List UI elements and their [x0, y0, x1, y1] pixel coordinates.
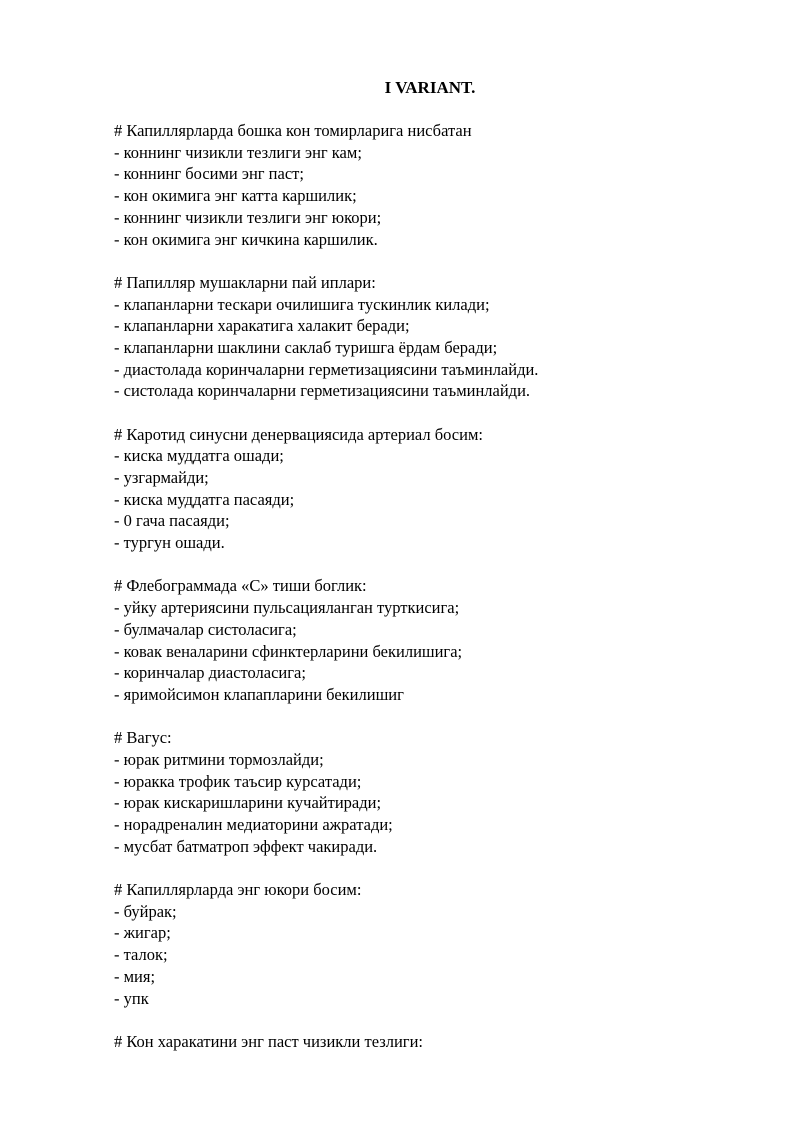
question-list: [114, 120, 754, 1074]
question-stem: # Папилляр мушакларни пай иплари:: [114, 272, 376, 292]
answer-option: - клапанларни харакатига халакит беради;: [114, 316, 410, 336]
answer-option: - коринчалар диастоласига;: [114, 663, 306, 683]
answer-option: - киска муддатга пасаяди;: [114, 489, 295, 509]
answer-option: - буйрак;: [114, 901, 177, 921]
answer-option: - коннинг босими энг паст;: [114, 164, 304, 184]
answer-option: - яримойсимон клапапларини бекилишиг: [114, 684, 404, 704]
answer-option: - жигар;: [114, 923, 171, 943]
answer-option: - клапанларни шаклини саклаб туришга ёрдам беради;: [114, 337, 498, 357]
question-stem: # Капиллярларда энг юкори босим:: [114, 880, 362, 900]
question-stem: # Каротид синусни денервациясида артериал босим:: [114, 424, 483, 444]
answer-option: - юрак ритмини тормозлайди;: [114, 749, 324, 769]
answer-option: - упк: [114, 988, 149, 1008]
answer-option: - кон окимига энг катта каршилик;: [114, 186, 357, 206]
question-stem: # Флебограммада «С» тиши боглик:: [114, 576, 367, 596]
question-stem: # Капиллярларда бошка кон томирларига нисбатан: [114, 121, 472, 140]
question-stem: # Кон харакатини энг паст чизикли тезлиги:: [114, 1031, 423, 1051]
question-block: [114, 1031, 754, 1053]
answer-option: - юрак кискаришларини кучайтиради;: [114, 793, 382, 813]
answer-option: - ковак веналарини сфинктерларини бекилишига;: [114, 641, 463, 661]
answer-option: - юракка трофик таъсир курсатади;: [114, 771, 362, 791]
answer-option: - кон окимига энг кичкина каршилик.: [114, 229, 378, 249]
answer-option: - диастолада коринчаларни герметизациясини таъминлайди.: [114, 359, 539, 379]
question-block: [114, 120, 754, 250]
answer-option: - узгармайди;: [114, 468, 209, 488]
question-block: [114, 272, 754, 402]
page-title: I VARIANT.: [384, 78, 476, 97]
answer-option: - талок;: [114, 945, 168, 965]
answer-option: - клапанларни тескари очилишига тускинлик килади;: [114, 294, 490, 314]
answer-option: - киска муддатга ошади;: [114, 446, 284, 466]
answer-option: - мусбат батматроп эффект чакиради.: [114, 836, 378, 856]
question-block: [114, 879, 754, 1009]
answer-option: - 0 гача пасаяди;: [114, 511, 230, 531]
question-block: [114, 424, 754, 554]
answer-option: - коннинг чизикли тезлиги энг кам;: [114, 142, 362, 162]
question-stem: # Вагус:: [114, 728, 172, 748]
answer-option: - тургун ошади.: [114, 533, 225, 553]
question-block: [114, 727, 754, 857]
answer-option: - уйку артериясини пульсацияланган турткисига;: [114, 598, 460, 618]
question-block: [114, 575, 754, 705]
answer-option: - коннинг чизикли тезлиги энг юкори;: [114, 207, 382, 227]
answer-option: - систолада коринчаларни герметизациясини таъминлайди.: [114, 381, 531, 401]
answer-option: - мия;: [114, 966, 156, 986]
answer-option: - норадреналин медиаторини ажратади;: [114, 815, 393, 835]
answer-option: - булмачалар систоласига;: [114, 619, 297, 639]
